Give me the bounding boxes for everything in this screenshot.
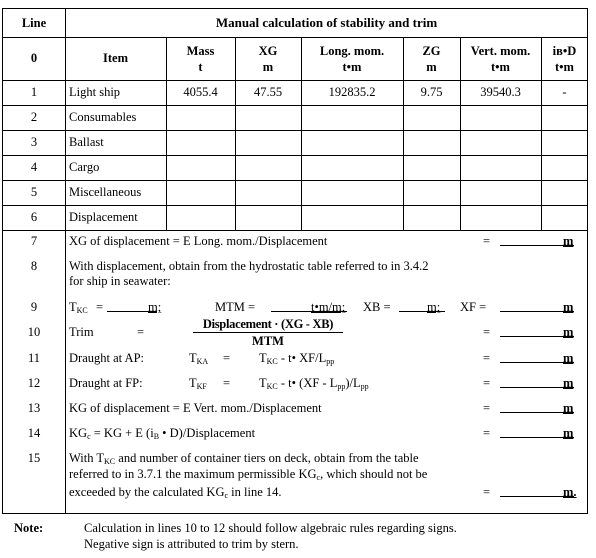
mass-value: [166, 130, 235, 155]
long-mom-header: [301, 37, 403, 80]
long-mom-value: [301, 205, 403, 230]
item-name: Miscellaneous: [69, 185, 142, 199]
long-mom-header-label: Long. mom.: [319, 43, 385, 58]
unit-m: m;: [148, 300, 162, 314]
ibd-header-unit: t•m: [555, 59, 574, 74]
formula-part: T: [259, 376, 267, 390]
kgc-table-text-3: [69, 485, 282, 503]
formula-subscript: B: [153, 432, 160, 441]
ibd-value: [541, 155, 588, 180]
equals-sign: =: [483, 376, 491, 390]
note-line-1: Calculation in lines 10 to 12 should follow algebraic rules regarding signs.: [84, 521, 457, 535]
vert-mom-header: [460, 37, 541, 80]
vert-mom-value: [460, 105, 541, 130]
tkc-subscript: KC: [76, 306, 88, 315]
formula-part: - t• (XF - L: [277, 376, 338, 390]
line-number: 13: [27, 401, 41, 415]
unit-m: m: [563, 325, 574, 339]
vert-mom-value: [460, 205, 541, 230]
line-column-header: Line: [21, 15, 47, 30]
equals-sign: =: [96, 300, 104, 314]
line-number: 3: [30, 135, 38, 149]
text-part: and number of container tiers on deck, obtain from the table: [115, 451, 419, 465]
zg-header: [403, 37, 460, 80]
long-mom-value: [301, 105, 403, 130]
unit-m: m: [563, 376, 574, 390]
zg-header-unit: m: [426, 59, 437, 74]
item-name: Displacement: [69, 210, 138, 224]
xg-value: [235, 205, 301, 230]
formula-subscript: pp: [326, 357, 335, 366]
line-number: 6: [30, 210, 38, 224]
item-name: Ballast: [69, 135, 104, 149]
draught-ap-formula: [259, 351, 334, 369]
formula-part: • D)/Displacement: [159, 426, 256, 440]
ibd-header-label: iʙ•D: [552, 43, 577, 58]
mass-header-label: Mass: [186, 43, 215, 58]
xf-label: XF =: [460, 300, 487, 314]
zg-value: [403, 155, 460, 180]
equals-sign: =: [483, 325, 491, 339]
formula-part: KG: [69, 426, 88, 440]
mass-value: [166, 155, 235, 180]
line-number: 8: [30, 259, 38, 273]
tkc-symbol: T: [69, 300, 77, 314]
formula-part: = KG + E (i: [90, 426, 154, 440]
formula-subscript: pp: [337, 382, 346, 391]
xg-value: [235, 180, 301, 205]
tka-subscript: KA: [196, 357, 209, 366]
unit-m: m: [563, 401, 574, 415]
draught-fp-formula: [259, 376, 369, 394]
line-number: 15: [27, 451, 41, 465]
kgc-table-text-2: [69, 467, 427, 485]
item-header: Item: [103, 51, 128, 65]
note-line-2: Negative sign is attributed to trim by stern.: [84, 537, 299, 551]
line-zero: 0: [30, 51, 38, 65]
line-number: 2: [30, 110, 38, 124]
zg-value: [403, 205, 460, 230]
formula-subscript: KC: [266, 382, 278, 391]
text-part: , which should not be: [320, 467, 428, 481]
xg-value: [235, 130, 301, 155]
xg-header-unit: m: [262, 59, 274, 74]
ibd-value: [541, 180, 588, 205]
item-name: Cargo: [69, 160, 100, 174]
ibd-value: -: [562, 85, 567, 99]
tkf-symbol: T: [189, 376, 197, 390]
trim-denominator: MTM: [252, 334, 284, 348]
xg-header-label: XG: [258, 43, 278, 58]
formula-part: T: [259, 351, 267, 365]
text-part: in line 14.: [228, 485, 282, 499]
mass-value: [166, 105, 235, 130]
zg-value: [403, 130, 460, 155]
formula-subscript: KC: [266, 357, 278, 366]
vert-mom-header-unit: t•m: [491, 59, 510, 74]
mass-value: [166, 205, 235, 230]
item-name: Light ship: [69, 85, 121, 99]
line-number: 9: [30, 300, 38, 314]
item-name: Consumables: [69, 110, 137, 124]
kg-displacement-text: KG of displacement = E Vert. mom./Displacement: [69, 401, 322, 415]
draught-ap-label: Draught at AP:: [69, 351, 144, 365]
vert-mom-value: 39540.3: [480, 85, 521, 99]
formula-part: - t• XF/L: [277, 351, 327, 365]
formula-subscript: pp: [360, 382, 369, 391]
vert-mom-value: [460, 155, 541, 180]
mass-value: 4055.4: [183, 85, 218, 99]
ibd-value: [541, 105, 588, 130]
text-part: With T: [69, 451, 105, 465]
xg-value: [235, 155, 301, 180]
equals-sign: =: [483, 426, 491, 440]
equals-sign: =: [223, 376, 231, 390]
unit-m: m.: [563, 485, 577, 499]
line-number: 11: [27, 351, 41, 365]
mass-value: [166, 180, 235, 205]
line-number: 4: [30, 160, 38, 174]
unit-m: m: [563, 234, 574, 248]
tka-label: [189, 351, 208, 369]
zg-header-label: ZG: [422, 43, 441, 58]
equals-sign: =: [223, 351, 231, 365]
trim-numerator: Displacement · (XG - XB): [193, 317, 343, 333]
equals-sign: =: [483, 234, 491, 248]
mtm-label: MTM =: [215, 300, 256, 314]
trim-label: Trim: [69, 325, 94, 339]
text-subscript: KC: [104, 457, 116, 466]
zg-value: 9.75: [420, 85, 443, 99]
line-number: 10: [27, 325, 41, 339]
tka-symbol: T: [189, 351, 197, 365]
xg-value: 47.55: [253, 85, 283, 99]
vert-mom-header-label: Vert. mom.: [470, 43, 531, 58]
long-mom-value: [301, 130, 403, 155]
mass-header-unit: t: [198, 59, 203, 74]
line-number: 7: [30, 234, 38, 248]
formula-part: )/L: [345, 376, 361, 390]
zg-value: [403, 180, 460, 205]
hydrostatic-text-2: for ship in seawater:: [69, 274, 171, 288]
ibd-header: [541, 37, 588, 80]
tkf-label: [189, 376, 207, 394]
text-subscript: c: [316, 473, 321, 482]
vert-mom-value: [460, 180, 541, 205]
xb-unit: m;: [427, 300, 441, 314]
mass-header: [166, 37, 235, 80]
draught-fp-label: Draught at FP:: [69, 376, 143, 390]
tkc-label: [69, 300, 88, 318]
equals-sign: =: [137, 325, 145, 339]
line-number: 12: [27, 376, 41, 390]
ibd-value: [541, 205, 588, 230]
xg-displacement-text: XG of displacement = E Long. mom./Displacement: [69, 234, 328, 248]
text-subscript: c: [224, 491, 229, 500]
table-title: Manual calculation of stability and trim: [215, 15, 438, 30]
kgc-formula: [69, 426, 255, 444]
equals-sign: =: [483, 351, 491, 365]
unit-m: m: [563, 351, 574, 365]
line-number: 1: [30, 85, 38, 99]
unit-m: m: [563, 300, 574, 314]
long-mom-header-unit: t•m: [342, 59, 362, 74]
hydrostatic-text-1: With displacement, obtain from the hydrostatic table referred to in 3.4.2: [69, 259, 429, 273]
xb-label: XB =: [363, 300, 391, 314]
long-mom-value: [301, 180, 403, 205]
long-mom-value: [301, 155, 403, 180]
formula-subscript: c: [87, 432, 91, 441]
row-divider: [3, 230, 587, 231]
unit-m: m: [563, 426, 574, 440]
equals-sign: =: [483, 485, 491, 499]
text-part: exceeded by the calculated KG: [69, 485, 225, 499]
equals-sign: =: [483, 401, 491, 415]
mtm-unit: t•m/m;: [311, 300, 346, 314]
ibd-value: [541, 130, 588, 155]
text-part: referred to in 3.7.1 the maximum permissible KG: [69, 467, 317, 481]
xg-value: [235, 105, 301, 130]
vert-mom-value: [460, 130, 541, 155]
zg-value: [403, 105, 460, 130]
line-number: 14: [27, 426, 41, 440]
xg-header: [235, 37, 301, 80]
tkf-subscript: KF: [196, 382, 207, 391]
line-number: 5: [30, 185, 38, 199]
note-label: Note:: [14, 521, 44, 535]
stability-trim-table: [2, 8, 588, 514]
long-mom-value: 192835.2: [328, 85, 376, 99]
